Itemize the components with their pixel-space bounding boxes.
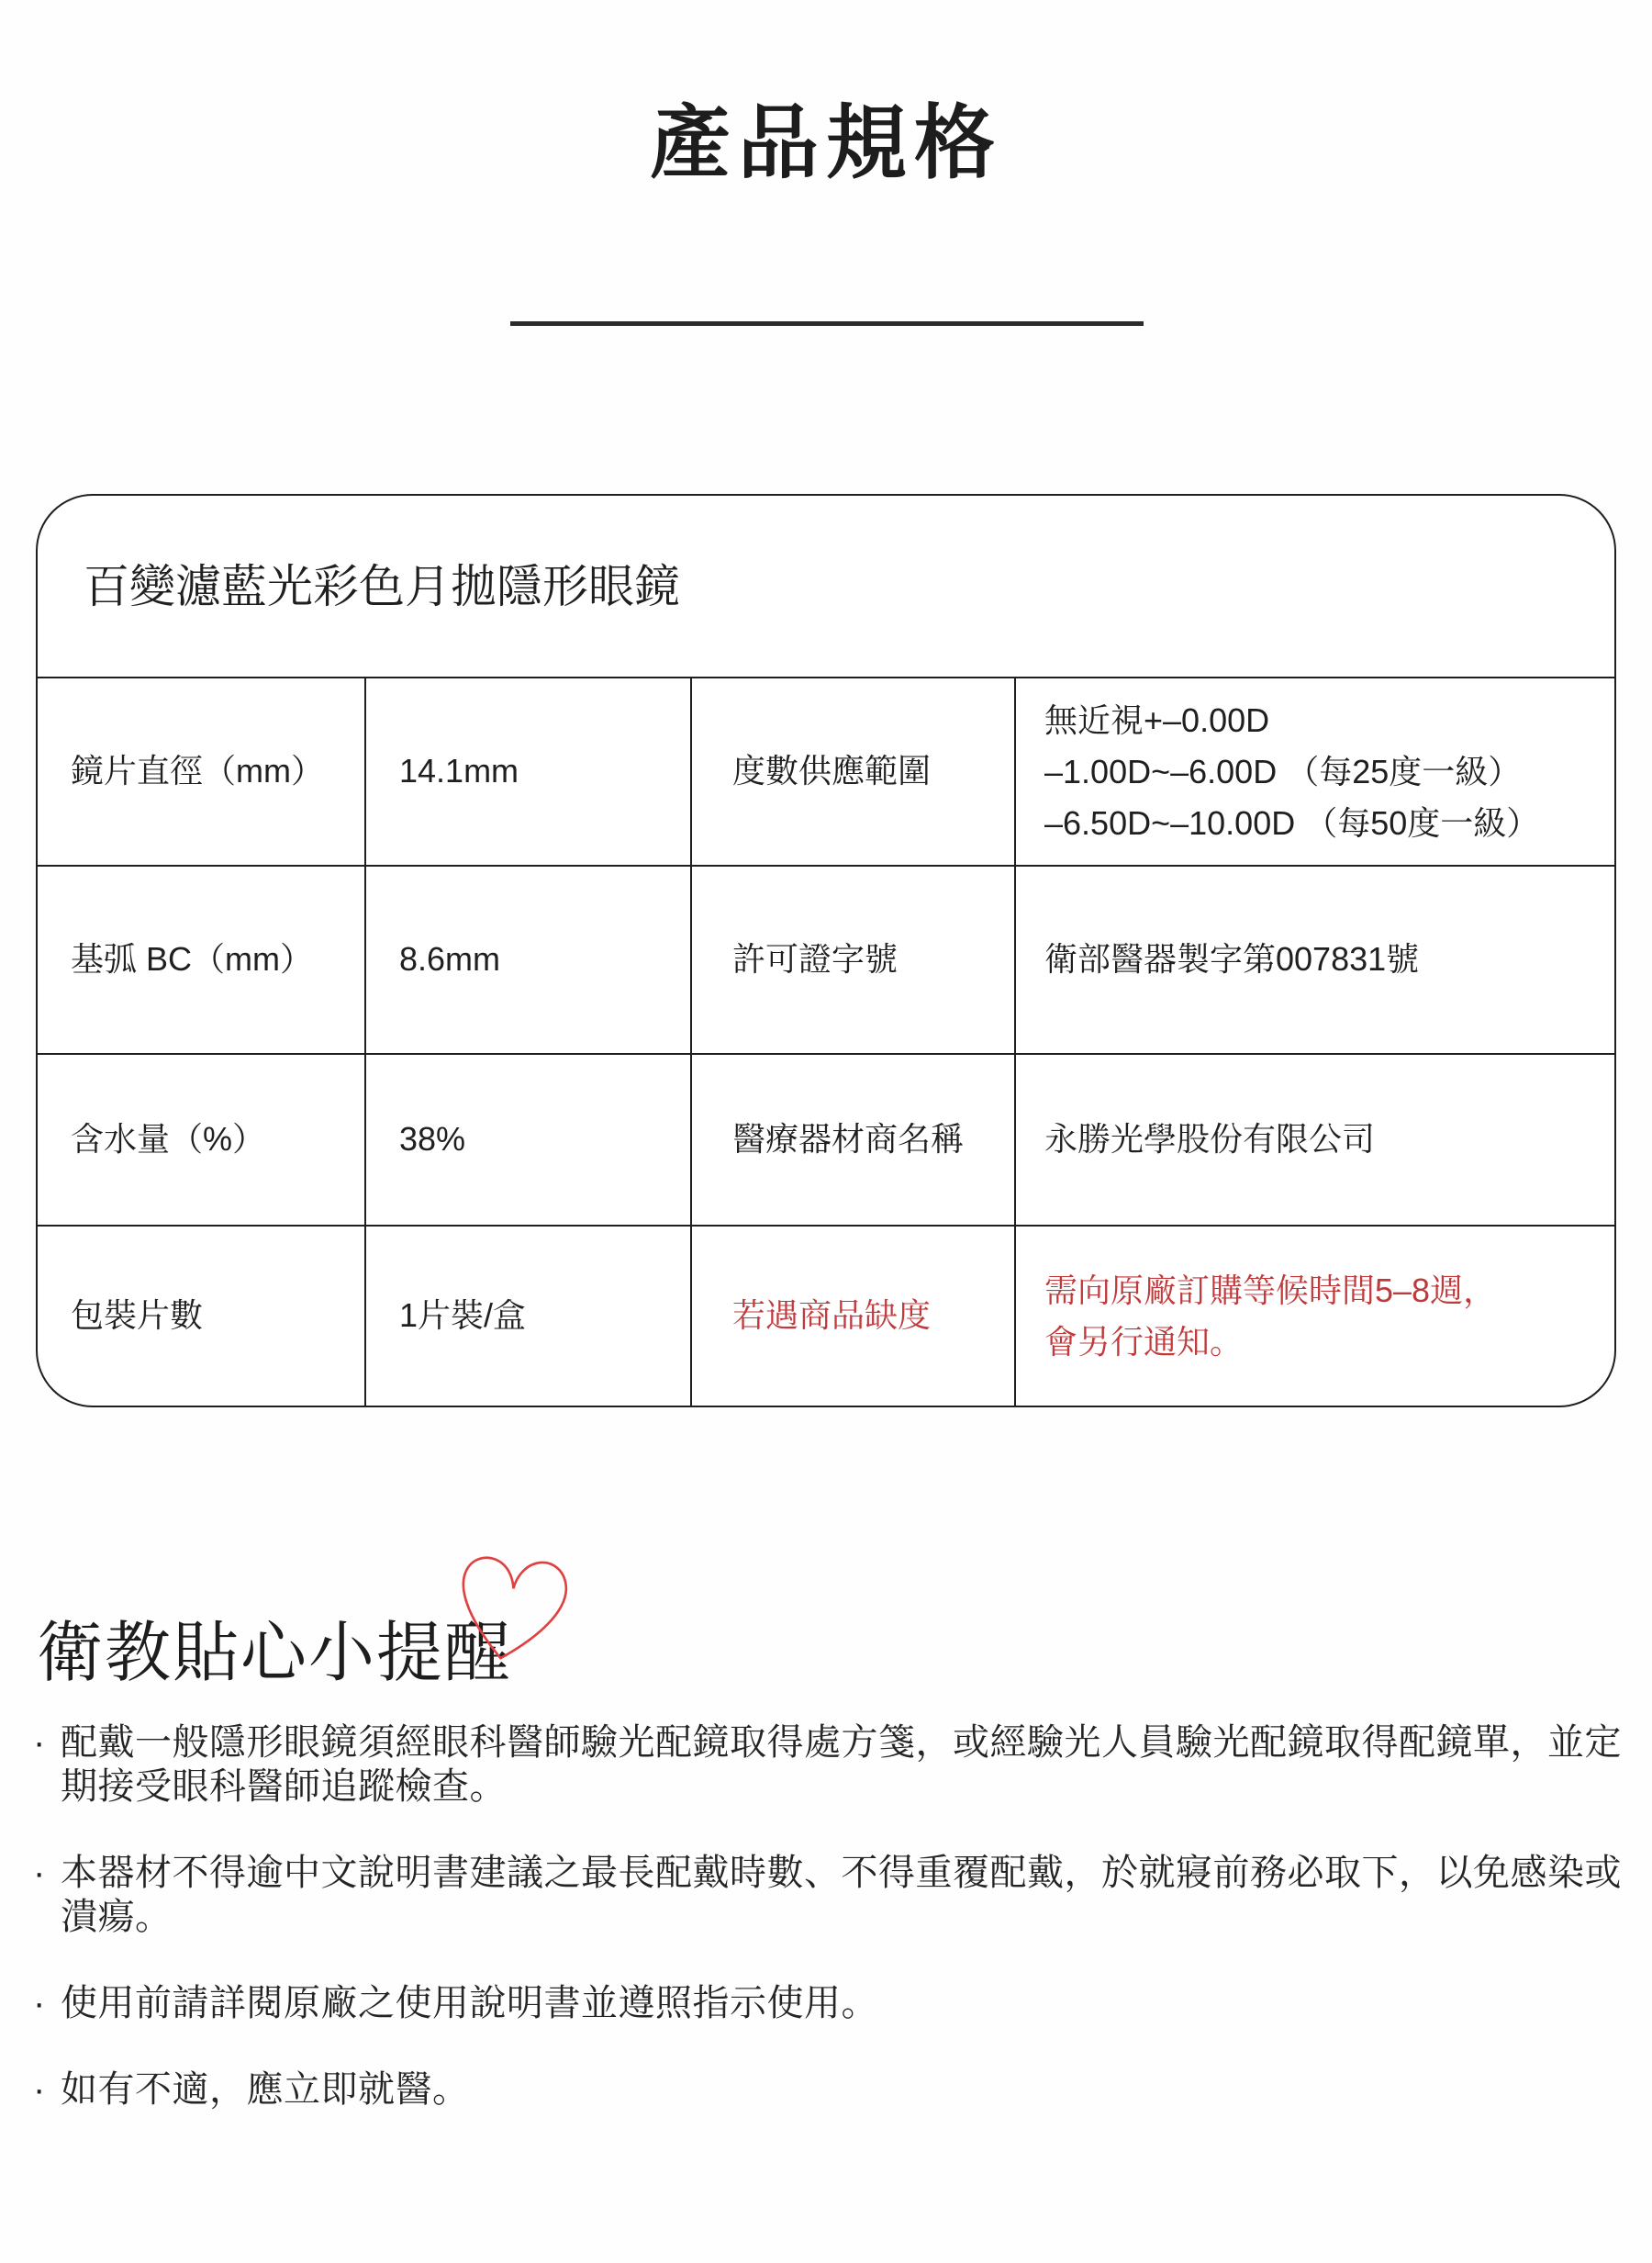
power-range-line: 無近視+–0.00D — [1044, 700, 1270, 739]
heart-outline-icon — [447, 1552, 580, 1673]
info-value-power-range — [1014, 677, 1614, 865]
spec-label-base-curve: 基弧 BC（mm） — [38, 865, 364, 1053]
bullet-dot: · — [33, 1722, 46, 1763]
info-label-manufacturer: 醫療器材商名稱 — [690, 1053, 1014, 1225]
info-value-shortage — [1014, 1225, 1614, 1406]
shortage-line: 會另行通知。 — [1044, 1322, 1244, 1361]
note-item — [33, 1981, 1626, 2025]
info-value-manufacturer: 永勝光學股份有限公司 — [1014, 1053, 1614, 1225]
info-value-license: 衛部醫器製字第007831號 — [1014, 865, 1614, 1053]
power-range-line: –1.00D~–6.00D （每25度一級） — [1044, 752, 1522, 790]
note-item — [33, 1720, 1626, 1809]
product-name: 百變濾藍光彩色月拋隱形眼鏡 — [84, 560, 680, 612]
note-text: 如有不適，應立即就醫。 — [61, 2069, 470, 2110]
bullet-dot: · — [33, 2069, 46, 2110]
spec-label-water-content: 含水量（%） — [38, 1053, 364, 1225]
note-text: 使用前請詳閱原廠之使用說明書並遵照指示使用。 — [61, 1983, 878, 2023]
bullet-dot: · — [33, 1983, 46, 2023]
notes-heading: 衛教貼心小提醒 — [37, 1617, 513, 1690]
note-item — [33, 1851, 1626, 1939]
note-text: 本器材不得逾中文說明書建議之最長配戴時數、不得重覆配戴，於就寢前務必取下，以免感染或潰瘍。 — [61, 1853, 1622, 1937]
spec-value-water-content: 38% — [364, 1053, 690, 1225]
info-label-shortage: 若遇商品缺度 — [690, 1225, 1014, 1406]
note-text: 配戴一般隱形眼鏡須經眼科醫師驗光配鏡取得處方箋，或經驗光人員驗光配鏡取得配鏡單，並定期接受眼科醫師追蹤檢查。 — [61, 1722, 1622, 1807]
spec-label-diameter: 鏡片直徑（mm） — [38, 677, 364, 865]
page-title: 產品規格 — [649, 97, 1002, 188]
spec-value-diameter: 14.1mm — [364, 677, 690, 865]
product-spec-table — [36, 494, 1616, 1407]
spec-label-pack-count: 包裝片數 — [38, 1225, 364, 1406]
info-label-license: 許可證字號 — [690, 865, 1014, 1053]
title-underline — [510, 321, 1144, 326]
info-label-power-range: 度數供應範圍 — [690, 677, 1014, 865]
note-item — [33, 2067, 1626, 2112]
shortage-line: 需向原廠訂購等候時間5–8週， — [1044, 1271, 1497, 1309]
power-range-line: –6.50D~–10.00D （每50度一級） — [1044, 803, 1540, 842]
spec-value-base-curve: 8.6mm — [364, 865, 690, 1053]
spec-value-pack-count: 1片裝/盒 — [364, 1225, 690, 1406]
notes-list — [33, 1720, 1626, 2154]
bullet-dot: · — [33, 1853, 46, 1893]
